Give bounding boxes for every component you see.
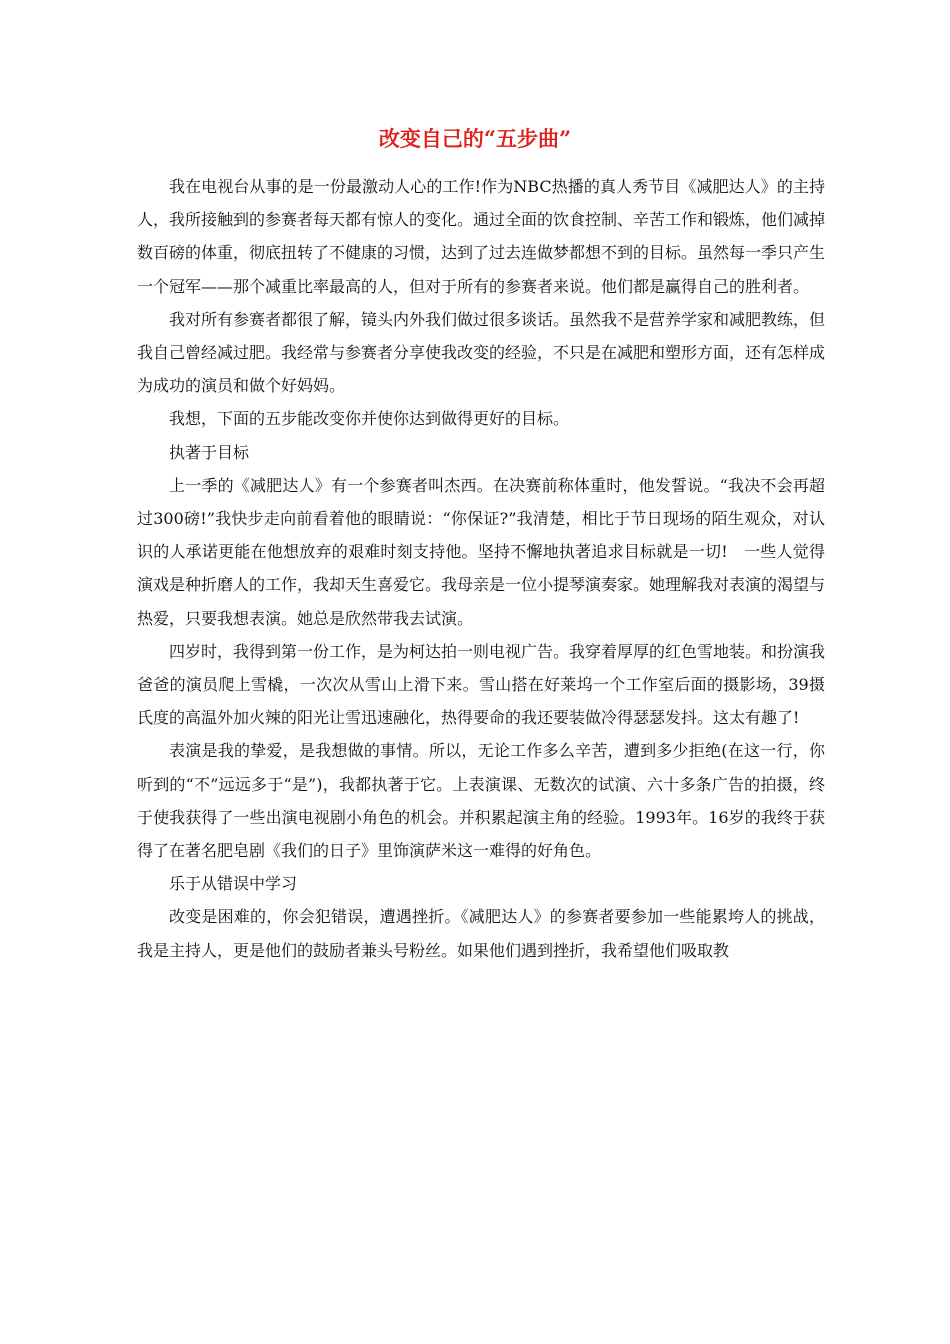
paragraph: 我对所有参赛者都很了解，镜头内外我们做过很多谈话。虽然我不是营养学家和减肥教练，但我自己曾经减过肥。我经常与参赛者分享使我改变的经验，不只是在减肥和塑形方面，还有怎样成为成功的演员和做个好妈妈。: [137, 309, 826, 396]
paragraph: 表演是我的挚爱，是我想做的事情。所以，无论工作多么辛苦，遭到多少拒绝(在这一行，你听到的“不”远远多于“是”)，我都执著于它。上表演课、无数次的试演、六十多条广告的拍摄，终于使我获得了一些出演电视剧小角色的机会。并积累起演主角的经验。1993年。16岁的我终于获得了在著名肥皂剧《我们的日子》里饰演萨米这一难得的好角色。: [137, 741, 825, 861]
paragraph: 我在电视台从事的是一份最激动人心的工作!作为NBC热播的真人秀节目《减肥达人》的主持人，我所接触到的参赛者每天都有惊人的变化。通过全面的饮食控制、辛苦工作和锻炼，他们减掉数百磅的体重，彻底扭转了不健康的习惯，达到了过去连做梦都想不到的目标。虽然每一季只产生一个冠军——那个减重比率最高的人，但对于所有的参赛者来说。他们都是赢得自己的胜利者。: [137, 177, 826, 296]
paragraph: 上一季的《减肥达人》有一个参赛者叫杰西。在决赛前称体重时，他发誓说。“我决不会再超过300磅!”我快步走向前看着他的眼睛说：“你保证?”我清楚，相比于节日现场的陌生观众，对认识的人承诺更能在他想放弃的艰难时刻支持他。坚持不懈地执著追求目标就是一切! 一些人觉得演戏是种折磨人的工作，我却天生喜爱它。我母亲是一位小提琴演奏家。她理解我对表演的渴望与热爱，只要我想表演。她总是欣然带我去试演。: [137, 475, 826, 628]
paragraph: 我想，下面的五步能改变你并使你达到做得更好的目标。: [169, 409, 570, 429]
document-body: [137, 170, 825, 967]
paragraph: 四岁时，我得到第一份工作，是为柯达拍一则电视广告。我穿着厚厚的红色雪地装。和扮演我爸爸的演员爬上雪橇，一次次从雪山上滑下来。雪山搭在好莱坞一个工作室后面的摄影场，39摄氏度的高温外加火辣的阳光让雪迅速融化，热得要命的我还要装做冷得瑟瑟发抖。这太有趣了!: [137, 641, 826, 728]
section-heading: 乐于从错误中学习: [169, 874, 298, 894]
section-heading: 执著于目标: [169, 442, 250, 462]
paragraph: 改变是困难的，你会犯错误，遭遇挫折。《减肥达人》的参赛者要参加一些能累垮人的挑战，我是主持人，更是他们的鼓励者兼头号粉丝。如果他们遇到挫折，我希望他们吸取教: [137, 907, 825, 960]
document-title: 改变自己的“五步曲”: [378, 126, 572, 151]
